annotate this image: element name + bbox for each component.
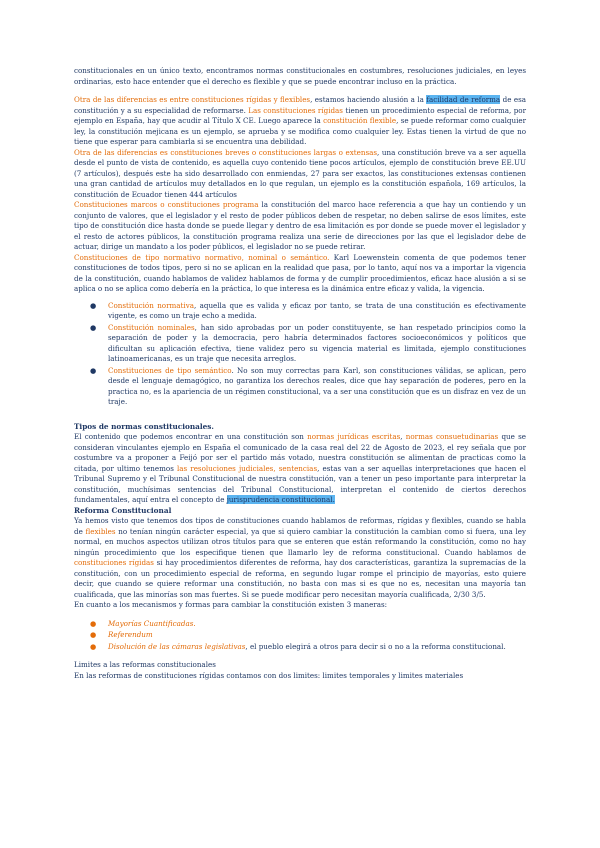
text: de esa constitución y a su especialidad de reformarse.	[74, 95, 527, 115]
text: , se puede reformar como cualquier ley, la constitución mejicana es un ejemplo, se aprueba y se modifica como cualquier ley. Estas tienen la virtud de que no tiene que esperar para cambiarla si se encuentra una debilidad.	[74, 116, 527, 146]
heading-breves-largas: Otra de las diferencias es constituciones breves o constituciones largas o extensas	[74, 147, 378, 157]
bullet-icon: ●	[90, 641, 97, 651]
text: Ya hemos visto que tenemos dos tipos de constituciones cuando hablamos de reformas, rígidas y flexibles, cuando se habla de	[74, 516, 526, 536]
text: , estamos haciendo alusión a la	[310, 95, 427, 104]
text: si hay procedimientos diferentes de reforma, hay dos características, garantiza la supremacías de la constitución, con un procedimiento especial de reforma, en segundo lugar rompe el principio de mayorías, esto quiere decir, que cuando se quiere reformar una constitución, no basta con mas si es que no es, necesitan una mayoría tan cualificada, que las minorías son mas fuertes. Si se puede modificar pero necesitan mayoría cualificada, 2/30 3/5.	[74, 558, 526, 599]
term: Constitución nominales	[108, 322, 195, 332]
list-item	[74, 630, 526, 641]
term: normas jurídicas escritas	[307, 432, 401, 441]
highlight-jurisprudencia: jurisprudencia constitucional.	[226, 495, 335, 504]
paragraph-normativo	[74, 253, 526, 295]
term: flexibles	[85, 526, 116, 536]
text: la constitución del marco hace referencia a que hay un contiendo y un conjunto de valores, que el legislador y el resto de poder públicos deben de respetar, no deben salirse de esos límites, este tipo de constitución dice hasta donde se puede llegar y dentro de esa limitación es por donde se puede mover el legislador y el resto de actores públicos, la constitución programa realiza una serie de direcciones por las que el legislador debe de actuar, dirige un mandato a los poder públicos, el legislador no se puede retirar.	[74, 200, 526, 251]
heading-rigid-flexible: Otra de las diferencias es entre constituciones rígidas y flexibles	[74, 95, 311, 104]
text: que se consideran vinculantes ejemplo en España el comunicado de la casa real del 22 de Agosto de 2023, el rey señala que por costumbre va a proponer a Feijó por ser el partido más votado, nuestra constitución se alimentan de practicas como la citada, por ultimo tenemos	[74, 432, 526, 473]
paragraph-intro	[74, 66, 526, 87]
text: , han sido aprobadas por un poder constituyente, se han respetado principios como la separación de poder y la democracia, pero habría determinados factores socioeconómicos y políticos que dificultan su aplicación efectiva, tiene validez pero su vigencia material es limitada, ejemplo constituciones latinoamericanas, es un traje que necesita arreglos.	[108, 322, 526, 363]
list-item	[74, 619, 526, 630]
text: , una constitución breve va a ser aquella desde el punto de vista de contenido, es aquella cuyo contenido tiene pocos artículos, ejemplo de constitución breve EE.UU (7 artículos), después este ha sido desarrollado con enmiendas, 27 para ser exactos, las constituciones extensas contienen una gran cantidad de artículos muy detallados en lo que regulan, un ejemplo es la constitución española, 169 artículos, la constitución de Ecuador tienen 444 artículos	[74, 147, 526, 199]
term: normas consuetudinarias	[405, 432, 499, 441]
text: , aquella que es valida y eficaz por tanto, se trata de una constitución es efectivamente vigente, es como un traje echo a medida.	[108, 300, 526, 320]
text: El contenido que podemos encontrar en una constitución son	[74, 432, 308, 441]
bullet-icon: ●	[90, 365, 97, 375]
term: las resoluciones judiciales, sentencias	[176, 463, 318, 473]
paragraph-marcos-programa	[74, 200, 526, 253]
list-item	[74, 301, 526, 322]
list-item	[74, 323, 526, 365]
bullet-list-mecanismos	[74, 619, 526, 653]
term: Constitución normativa	[108, 300, 194, 310]
document-page	[74, 66, 526, 681]
text: ,	[400, 432, 406, 441]
paragraph-rigid-flexible	[74, 95, 526, 148]
bullet-icon: ●	[90, 630, 97, 639]
paragraph-limites: En las reformas de constituciones rígidas contamos con dos limites: limites temporales y limites materiales	[74, 670, 464, 680]
section-heading-reforma: Reforma Constitucional	[74, 505, 172, 515]
text: . No son muy correctas para Karl, son constituciones válidas, se aplican, pero desde el lenguaje demagógico, no garantiza los derechos reales, dice que hay separación de poderes, pero en la practica no, es la apariencia de un régimen constitucional, va a ser una constitución que es un disfraz en vez de un traje.	[108, 365, 526, 406]
term: Disolución de las cámaras legislativas	[108, 641, 246, 651]
paragraph-reforma	[74, 516, 526, 600]
text: , el pueblo elegirá a otros para decir si o no a la reforma constitucional.	[245, 641, 506, 651]
text: constitucionales en un único texto, encontramos normas constitucionales en costumbres, resoluciones judiciales, en leyes ordinarias, esto hace entender que el derecho es flexible y que se puede encontrar incluso en la práctica.	[74, 66, 526, 86]
paragraph-breves-largas	[74, 148, 526, 201]
list-item	[74, 366, 526, 408]
bullet-icon: ●	[90, 322, 97, 332]
text: Karl Loewenstein comenta de que podemos tener constituciones de todos tipos, pero si no se aplican en la realidad que pasa, por lo tanto, aquí nos va a importar la vigencia de la constitución, cuando hablamos de validez hablamos de forma y de cumplir procedimientos, eficaz hace alusión a si se aplica o no se aplica como debería en la práctica, lo que interesa es la dinámica entre eficaz y valida, la vigencia.	[74, 252, 526, 293]
heading-normativo: Constituciones de tipo normativo normativo, nominal o semántico.	[74, 252, 330, 262]
section-heading-tipos-normas: Tipos de normas constitucionales.	[74, 421, 214, 431]
term: Referendum	[108, 630, 153, 639]
paragraph-limites-title: Limites a las reformas constitucionales	[74, 660, 216, 669]
text: tienen un procedimiento especial de reforma, por ejemplo en España, hay que acudir al Título X CE. Luego aparece la	[74, 105, 526, 125]
bullet-icon: ●	[90, 300, 97, 310]
term: Mayorías Cuantificadas.	[108, 618, 196, 628]
bullet-icon: ●	[90, 618, 97, 628]
paragraph-tipos-normas	[74, 432, 526, 506]
list-item	[74, 642, 526, 653]
heading-marcos-programa: Constituciones marcos o constituciones programa	[74, 200, 259, 209]
term-flexible: constitución flexible	[323, 116, 397, 125]
term: constituciones rígidas	[74, 558, 154, 567]
term-rigid: Las constituciones rígidas	[248, 105, 343, 115]
highlight-facilidad-reforma: facilidad de reforma	[426, 95, 501, 104]
term: Constituciones de tipo semántico	[108, 365, 232, 375]
paragraph-mecanismos: En cuanto a los mecanismos y formas para cambiar la constitución existen 3 maneras:	[74, 600, 388, 609]
text: , estas van a ser aquellas interpretaciones que hacen el Tribunal Supremo y el Tribunal Constitucional de nuestra constitución, van a tener un peso importante para interpretar la constitución, muchísimas sentencias del Tribunal Constitucional, interpretan el contenido de ciertos derechos fundamentales, aquí entra el concepto de	[74, 463, 526, 504]
bullet-list-constitution-types	[74, 301, 526, 408]
text: no tenían ningún carácter especial, ya que si quiero cambiar la constitución la cambian como si fuera, una ley normal, en muchos aspectos utilizan otros títulos para que se enteren que están reformando la constitución, como no hay ningún procedimiento que los especifique tienen que llamarlo ley de reforma constitucional. Cuando hablamos de	[74, 526, 526, 557]
